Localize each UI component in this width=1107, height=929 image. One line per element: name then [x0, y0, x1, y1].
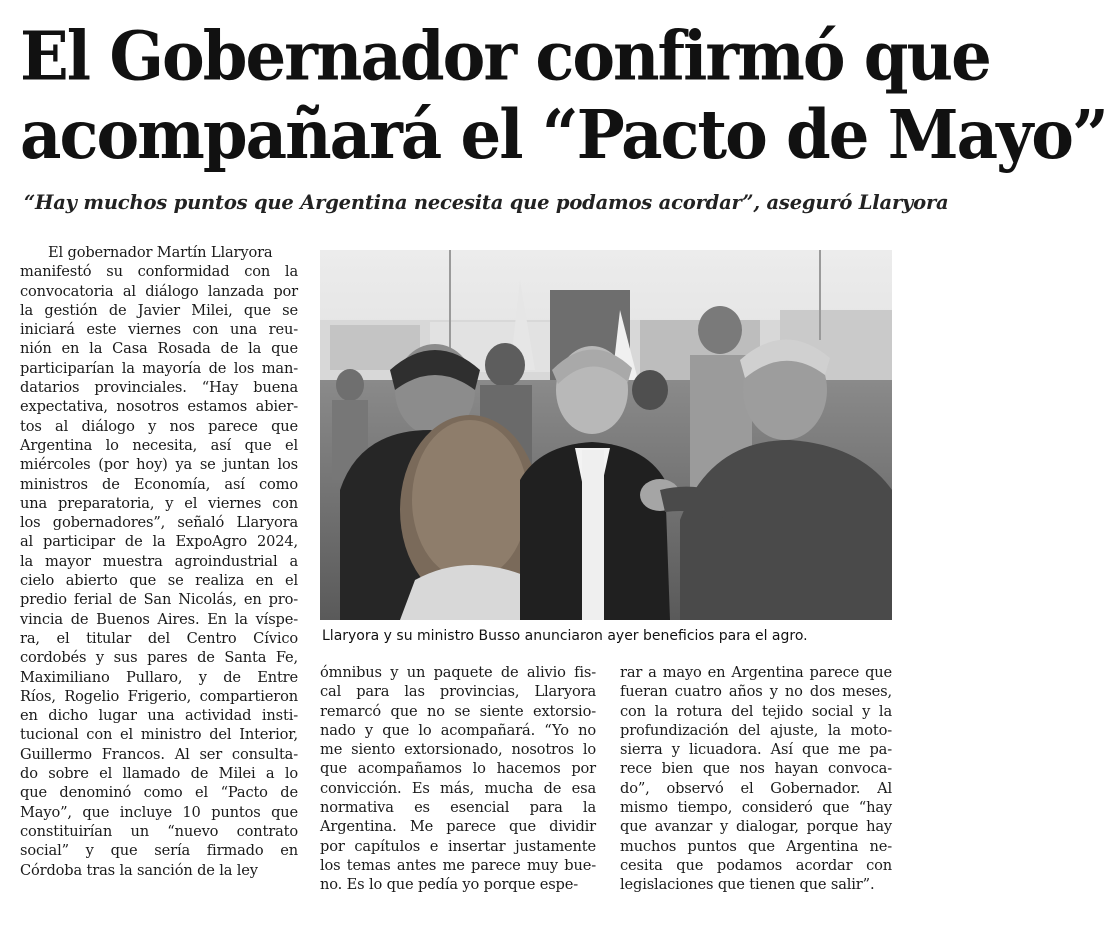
text-line: remarcó que no se siente extorsio- — [320, 702, 596, 720]
text-line: constituirían un “nuevo contrato — [20, 822, 298, 840]
text-line: datarios provinciales. “Hay buena — [20, 379, 298, 397]
text-line: Argentina lo necesita, así que el — [20, 436, 298, 454]
headline-line-2: acompañará el “Pacto de Mayo” — [20, 95, 1107, 175]
article-headline — [20, 16, 1107, 175]
text-line: en dicho lugar una actividad insti- — [20, 707, 298, 725]
text-line: cesita que podamos acordar con — [620, 856, 892, 874]
text-line: ra, el titular del Centro Cívico — [20, 629, 298, 647]
headline-line-1: El Gobernador confirmó que — [20, 16, 990, 97]
article-column-3 — [620, 663, 892, 895]
text-line: la mayor muestra agroindustrial a — [20, 552, 298, 570]
text-line: ómnibus y un paquete de alivio fis- — [320, 664, 596, 681]
text-line: Guillermo Francos. Al ser consulta- — [20, 745, 298, 763]
text-line: profundización del ajuste, la moto- — [620, 721, 892, 739]
text-line: normativa es esencial para la — [320, 799, 596, 817]
text-line: social” y que sería firmado en — [20, 842, 298, 860]
text-line: Córdoba tras la sanción de la ley — [20, 861, 258, 879]
article-photo — [320, 250, 892, 620]
text-line: iniciará este viernes con una reu- — [20, 321, 298, 339]
text-line: una preparatoria, y el viernes con — [20, 494, 298, 512]
text-line: vincia de Buenos Aires. En la víspe- — [20, 610, 298, 628]
text-line: los gobernadores”, señaló Llaryora — [20, 514, 298, 532]
text-line: por capítulos e insertar justamente — [320, 837, 596, 855]
text-line: con la rotura del tejido social y la — [620, 702, 892, 720]
text-line: do sobre el llamado de Milei a lo — [20, 765, 298, 783]
text-line: predio ferial de San Nicolás, en pro- — [20, 591, 298, 609]
text-line: cielo abierto que se realiza en el — [20, 572, 298, 590]
text-line: me siento extorsionado, nosotros lo — [320, 741, 596, 759]
text-line: ministros de Economía, así como — [20, 475, 298, 493]
text-line: Maximiliano Pullaro, y de Entre — [20, 668, 298, 686]
article-column-2 — [320, 663, 596, 895]
text-line: Ríos, Rogelio Frigerio, compartieron — [20, 687, 298, 705]
text-line: tos al diálogo y nos parece que — [20, 417, 298, 435]
text-line: tucional con el ministro del Interior, — [20, 726, 298, 744]
text-line: rece bien que nos hayan convoca- — [620, 760, 892, 778]
text-line: sierra y licuadora. Así que me pa- — [620, 741, 892, 759]
text-line: no. Es lo que pedía yo porque espe- — [320, 876, 579, 894]
text-line: fueran cuatro años y no dos meses, — [620, 683, 892, 701]
text-line: al participar de la ExpoAgro 2024, — [20, 533, 298, 551]
text-line: participarían la mayoría de los man- — [20, 359, 298, 377]
text-line: El gobernador Martín Llaryora — [48, 244, 273, 261]
text-line: Mayo”, que incluye 10 puntos que — [20, 803, 298, 821]
text-line: convicción. Es más, mucha de esa — [320, 779, 596, 797]
text-line: nado y que lo acompañará. “Yo no — [320, 721, 596, 739]
text-line: la gestión de Javier Milei, que se — [20, 301, 298, 319]
text-line: manifestó su conformidad con la — [20, 263, 298, 281]
text-line: rar a mayo en Argentina parece que — [620, 664, 892, 681]
text-line: nión en la Casa Rosada de la que — [20, 340, 298, 358]
text-line: expectativa, nosotros estamos abier- — [20, 398, 298, 416]
text-line: mismo tiempo, consideró que “hay — [620, 799, 892, 817]
photo-caption: Llaryora y su ministro Busso anunciaron ayer beneficios para el agro. — [322, 628, 808, 644]
text-line: Argentina. Me parece que dividir — [320, 818, 596, 836]
text-line: cordobés y sus pares de Santa Fe, — [20, 649, 298, 667]
text-line: legislaciones que tienen que salir”. — [620, 876, 875, 894]
text-line: muchos puntos que Argentina ne- — [620, 837, 892, 855]
text-line: convocatoria al diálogo lanzada por — [20, 282, 298, 300]
text-line: que denominó como el “Pacto de — [20, 784, 298, 802]
article-subheadline: “Hay muchos puntos que Argentina necesita que podamos acordar”, aseguró Llaryora — [24, 191, 949, 214]
text-line: que acompañamos lo hacemos por — [320, 760, 596, 778]
text-line: do”, observó el Gobernador. Al — [620, 779, 892, 797]
article-column-1 — [20, 243, 298, 880]
text-line: miércoles (por hoy) ya se juntan los — [20, 456, 298, 474]
text-line: los temas antes me parece muy bue- — [320, 856, 596, 874]
text-line: cal para las provincias, Llaryora — [320, 683, 596, 701]
text-line: que avanzar y dialogar, porque hay — [620, 818, 892, 836]
photo-image — [320, 250, 892, 620]
